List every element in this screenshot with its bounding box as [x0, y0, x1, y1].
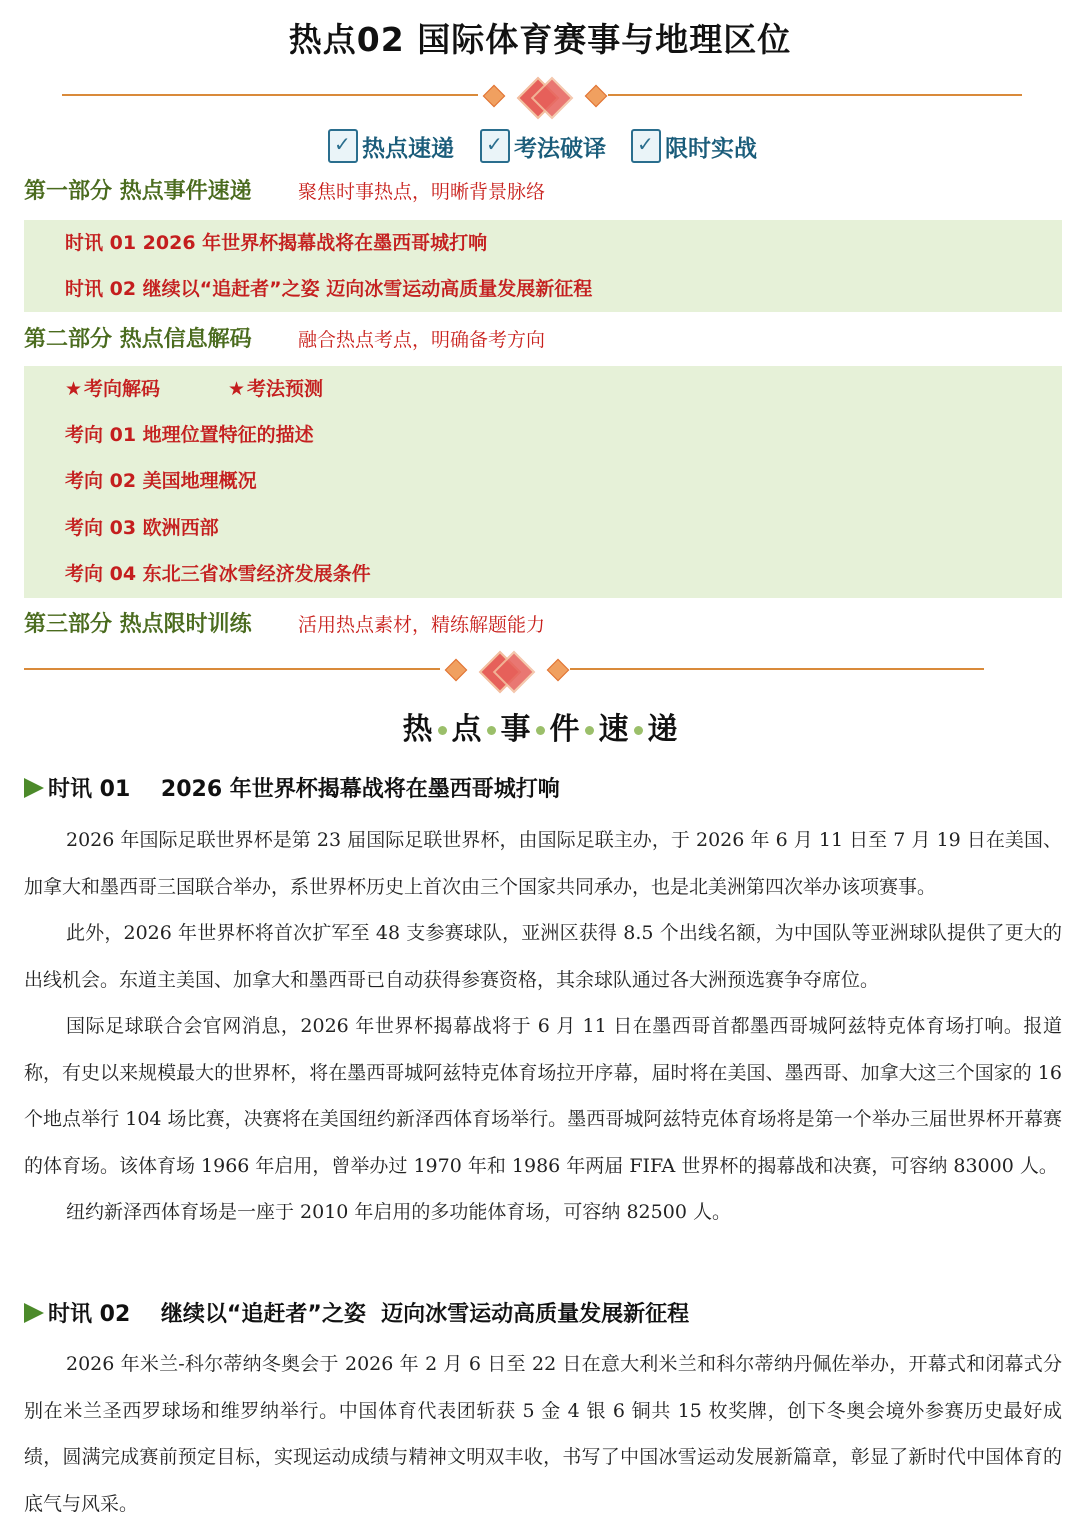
nav-timed-practice[interactable]: ✓ 限时实战 [631, 126, 757, 166]
checklist-icon [631, 129, 661, 163]
paragraph: 纽约新泽西体育场是一座于 2010 年启用的多功能体育场，可容纳 82500 人。 [66, 1201, 731, 1223]
section-nav [0, 126, 1080, 166]
part-2-heading [24, 322, 252, 353]
toc-item[interactable]: 考向 04 东北三省冰雪经济发展条件 [65, 563, 371, 585]
paragraph: 国际足球联合会官网消息，2026 年世界杯揭幕战将于 6 月 11 日在墨西哥首都墨西哥城阿兹特克体育场打响。报道称，有史以来规模最大的世界杯，将在墨西哥城阿兹特克体育场拉开序幕，届时将在美国、墨西哥、加拿大这三个国家的 16 个地点举行 104 场比赛，决赛将在美国纽约新泽西体育场举行。墨西哥城阿兹特克体育场将是第一个举办三届世界杯开幕赛的体育场。该体育场 1966 年启用，曾举办过 1970 年和 1986 年两届 FIFA 世界杯的揭幕战和决赛，可容纳 83000 人。 [24, 1015, 1062, 1177]
part-1-heading [24, 174, 252, 205]
paragraph: 2026 年米兰-科尔蒂纳冬奥会于 2026 年 2 月 6 日至 22 日在意大利米兰和科尔蒂纳丹佩佐举办，开幕式和闭幕式分别在米兰圣西罗球场和维罗纳举行。中国体育代表团斩获 5 金 4 银 6 铜共 15 枚奖牌，创下冬奥会境外参赛历史最好成绩，圆满完成赛前预定目标，实现运动成绩与精神文明双丰收，书写了中国冰雪运动发展新篇章，彰显了新时代中国体育的底气与风采。 [24, 1353, 1062, 1515]
part-title: 第三部分 热点限时训练 [24, 612, 252, 637]
part-subtitle: 聚焦时事热点，明晰背景脉络 [298, 181, 546, 203]
star-icon: ★ [228, 378, 246, 400]
part-3-heading [24, 607, 252, 638]
paragraph: 此外，2026 年世界杯将首次扩军至 48 支参赛球队，亚洲区获得 8.5 个出线名额，为中国队等亚洲球队提供了更大的出线机会。东道主美国、加拿大和墨西哥已自动获得参赛资格，其余球队通过各大洲预选赛争夺席位。 [24, 922, 1062, 991]
toc-item[interactable]: 考向 03 欧洲西部 [65, 517, 219, 539]
top-divider [0, 80, 1080, 110]
toc-item[interactable]: 时讯 02 继续以“追赶者”之姿 迈向冰雪运动高质量发展新征程 [65, 278, 593, 300]
toc-header-decode[interactable]: ★ 考向解码 [65, 378, 161, 400]
checklist-icon [480, 129, 510, 163]
part-title: 第一部分 热点事件速递 [24, 179, 252, 204]
toc-item[interactable]: 考向 02 美国地理概况 [65, 470, 257, 492]
checklist-icon [328, 129, 358, 163]
news-1-body [24, 817, 1062, 1236]
news-2-heading: 时讯 02 继续以“追赶者”之姿 迈向冰雪运动高质量发展新征程 [24, 1297, 689, 1328]
news-2-body [24, 1341, 1062, 1527]
star-icon: ★ [65, 378, 83, 400]
section-title: 热 点 事 件 速 递 [402, 712, 678, 747]
page-title: 热点02 国际体育赛事与地理区位 [288, 20, 792, 59]
middle-divider [0, 654, 1080, 684]
nav-exam-decode[interactable]: ✓ 考法破译 [480, 126, 606, 166]
toc-item[interactable]: 考向 01 地理位置特征的描述 [65, 424, 314, 446]
arrow-icon [24, 1303, 44, 1323]
toc-header-predict[interactable]: ★ 考法预测 [228, 378, 324, 400]
news-1-heading: 时讯 01 2026 年世界杯揭幕战将在墨西哥城打响 [24, 772, 560, 803]
part-subtitle: 融合热点考点，明确备考方向 [298, 329, 546, 351]
nav-hot-express[interactable]: ✓ 热点速递 [328, 126, 454, 166]
paragraph: 2026 年国际足联世界杯是第 23 届国际足联世界杯，由国际足联主办，于 2026 年 6 月 11 日至 7 月 19 日在美国、加拿大和墨西哥三国联合举办，系世界杯历史上首次由三个国家共同承办，也是北美洲第四次举办该项赛事。 [24, 829, 1062, 898]
part-subtitle: 活用热点素材，精练解题能力 [298, 614, 546, 636]
part-title: 第二部分 热点信息解码 [24, 327, 252, 352]
toc-item[interactable]: 时讯 01 2026 年世界杯揭幕战将在墨西哥城打响 [65, 232, 488, 254]
arrow-icon [24, 778, 44, 798]
